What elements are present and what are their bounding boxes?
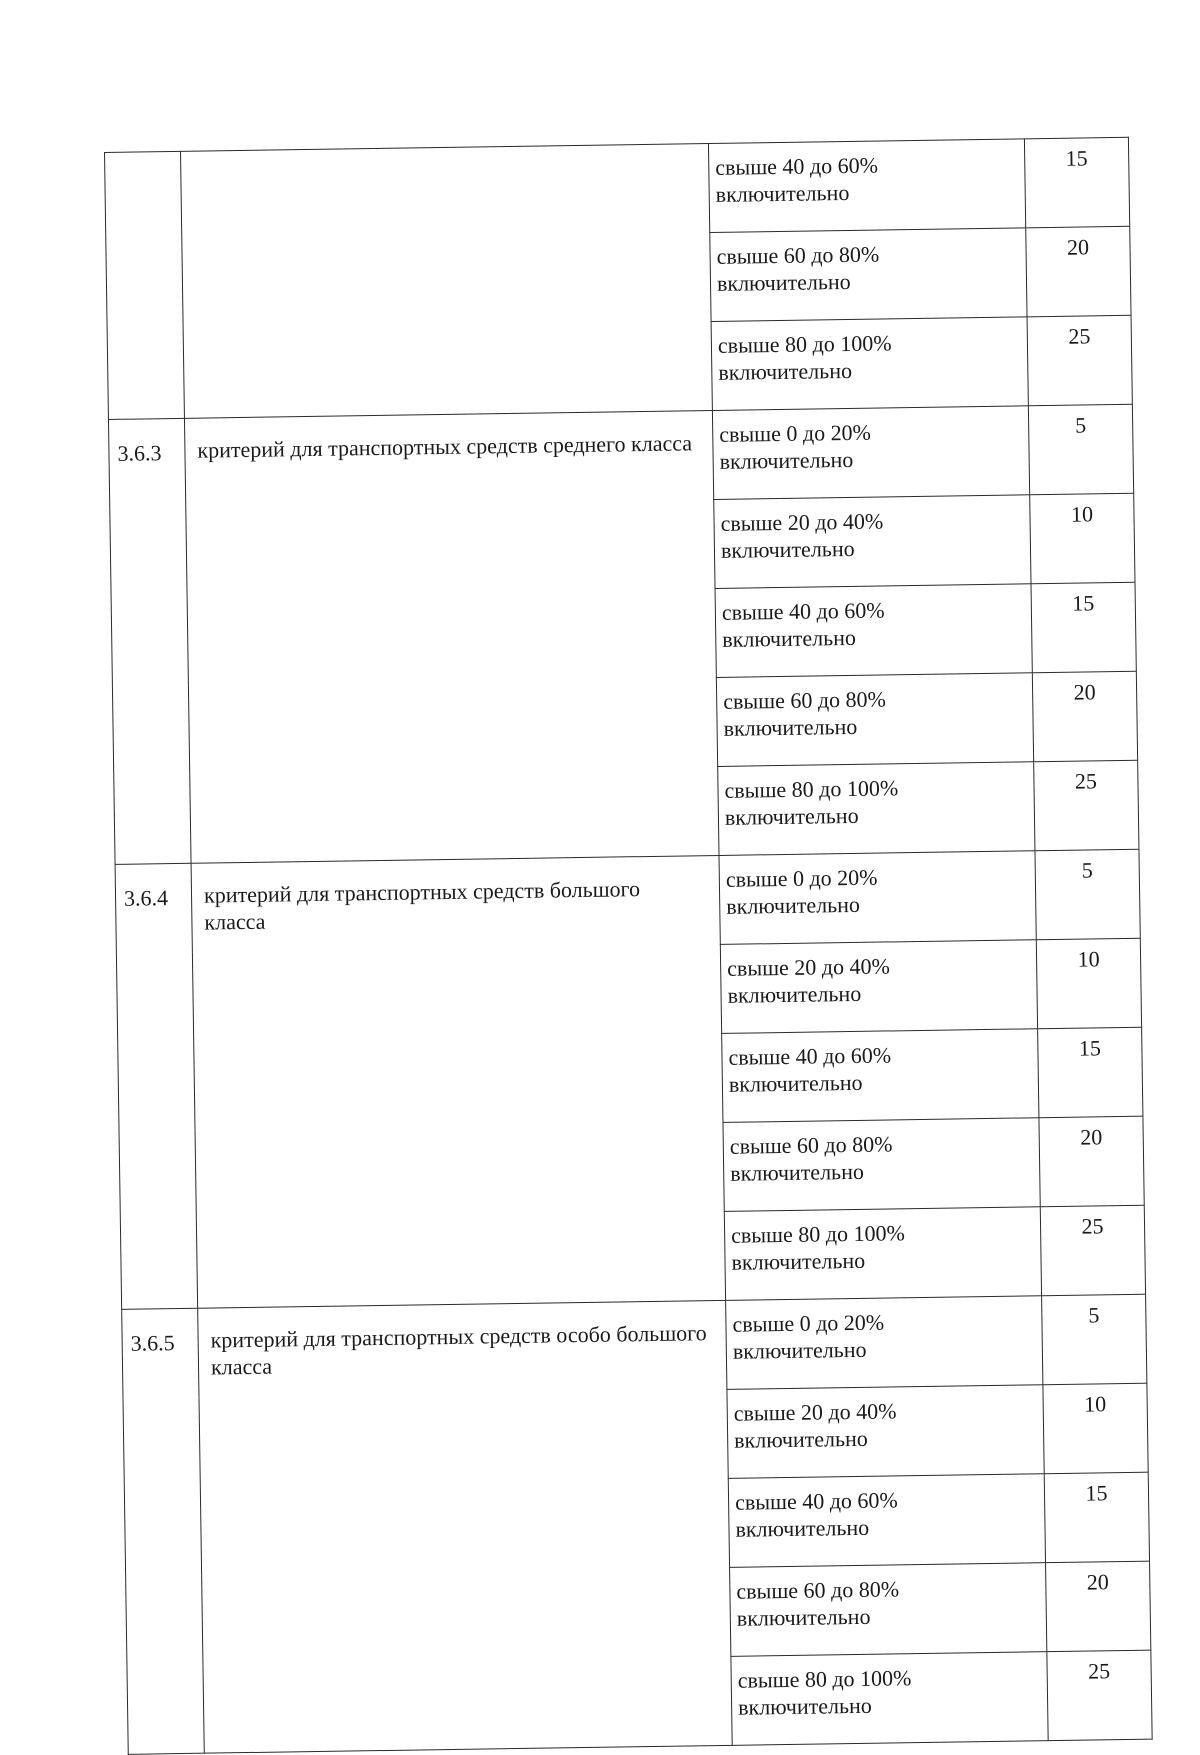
- range-text: свыше 40 до 60%: [721, 597, 885, 625]
- range-text: свыше 80 до 100%: [717, 330, 892, 358]
- range-text: свыше 40 до 60%: [728, 1042, 892, 1070]
- score-cell: 15: [1031, 582, 1136, 673]
- range-qualifier: включительно: [723, 713, 858, 741]
- score-cell: 25: [1047, 1650, 1152, 1741]
- range-qualifier: включительно: [735, 1514, 870, 1542]
- range-text: свыше 20 до 40%: [720, 508, 884, 536]
- range-cell: [726, 1296, 1043, 1390]
- criteria-table: [104, 137, 1153, 1755]
- criterion-description: критерий для транспортных средств большого класса: [191, 855, 726, 1308]
- range-qualifier: включительно: [722, 624, 857, 652]
- range-cell: [714, 495, 1031, 589]
- range-cell: [723, 1118, 1040, 1212]
- range-cell: [711, 317, 1028, 411]
- range-text: свыше 20 до 40%: [733, 1398, 897, 1426]
- range-cell: [728, 1474, 1045, 1568]
- range-qualifier: включительно: [718, 357, 853, 385]
- criteria-table-body: [105, 137, 1153, 1754]
- score-cell: 20: [1039, 1116, 1144, 1207]
- score-cell: 25: [1027, 315, 1132, 406]
- range-cell: [718, 762, 1035, 856]
- range-qualifier: включительно: [716, 268, 851, 296]
- range-cell: [727, 1385, 1044, 1479]
- range-qualifier: включительно: [727, 980, 862, 1008]
- score-cell: 10: [1036, 938, 1141, 1029]
- score-cell: 5: [1035, 849, 1140, 940]
- score-cell: 5: [1042, 1294, 1147, 1385]
- range-qualifier: включительно: [730, 1158, 865, 1186]
- range-cell: [722, 1029, 1039, 1123]
- range-text: свыше 80 до 100%: [724, 775, 899, 803]
- range-cell: [712, 406, 1029, 500]
- range-text: свыше 40 до 60%: [734, 1487, 898, 1515]
- score-cell: 25: [1034, 760, 1139, 851]
- range-text: свыше 40 до 60%: [715, 152, 879, 180]
- range-qualifier: включительно: [736, 1603, 871, 1631]
- range-text: свыше 80 до 100%: [737, 1665, 912, 1693]
- range-qualifier: включительно: [733, 1425, 869, 1453]
- score-cell: 15: [1038, 1027, 1143, 1118]
- criterion-number: 3.6.4: [115, 863, 198, 1309]
- table-row: [115, 849, 1140, 953]
- score-cell: 20: [1026, 226, 1131, 317]
- score-cell: 15: [1044, 1472, 1149, 1563]
- range-cell: [716, 673, 1033, 767]
- range-cell: [731, 1652, 1048, 1746]
- range-cell: [708, 139, 1025, 233]
- table-row: [108, 404, 1133, 508]
- range-text: свыше 60 до 80%: [736, 1576, 900, 1604]
- range-cell: [710, 228, 1027, 322]
- range-qualifier: включительно: [719, 446, 854, 474]
- range-qualifier: включительно: [731, 1247, 866, 1275]
- score-cell: 10: [1030, 493, 1135, 584]
- range-cell: [715, 584, 1032, 678]
- range-text: свыше 0 до 20%: [732, 1309, 885, 1337]
- range-qualifier: включительно: [732, 1336, 867, 1364]
- range-qualifier: включительно: [737, 1692, 872, 1720]
- score-cell: 15: [1024, 137, 1129, 228]
- range-text: свыше 60 до 80%: [723, 686, 887, 714]
- score-cell: 25: [1040, 1205, 1145, 1296]
- criterion-description: критерий для транспортных средств среднего класса: [184, 411, 719, 864]
- range-cell: [724, 1207, 1041, 1301]
- range-qualifier: включительно: [720, 535, 855, 563]
- range-text: свыше 0 до 20%: [719, 419, 872, 447]
- range-cell: [720, 940, 1037, 1034]
- range-text: свыше 20 до 40%: [726, 953, 891, 981]
- range-qualifier: включительно: [726, 891, 861, 919]
- score-cell: 10: [1043, 1383, 1148, 1474]
- criterion-number: 3.6.3: [108, 418, 191, 864]
- table-row: [105, 137, 1130, 241]
- range-qualifier: включительно: [728, 1069, 863, 1097]
- criterion-description: критерий для транспортных средств особо большого класса: [198, 1300, 733, 1753]
- score-cell: 20: [1046, 1561, 1151, 1652]
- range-qualifier: включительно: [715, 179, 850, 207]
- criterion-description: [180, 144, 712, 419]
- score-cell: 5: [1028, 404, 1133, 495]
- range-cell: [730, 1563, 1047, 1657]
- score-cell: 20: [1032, 671, 1137, 762]
- range-text: свыше 60 до 80%: [716, 241, 880, 269]
- criterion-number: 3.6.5: [122, 1308, 205, 1754]
- range-text: свыше 60 до 80%: [729, 1131, 893, 1159]
- range-text: свыше 0 до 20%: [725, 864, 878, 892]
- criterion-number: [105, 151, 185, 419]
- range-cell: [719, 851, 1036, 945]
- table-row: [122, 1294, 1147, 1398]
- range-text: свыше 80 до 100%: [730, 1220, 905, 1248]
- range-qualifier: включительно: [724, 802, 859, 830]
